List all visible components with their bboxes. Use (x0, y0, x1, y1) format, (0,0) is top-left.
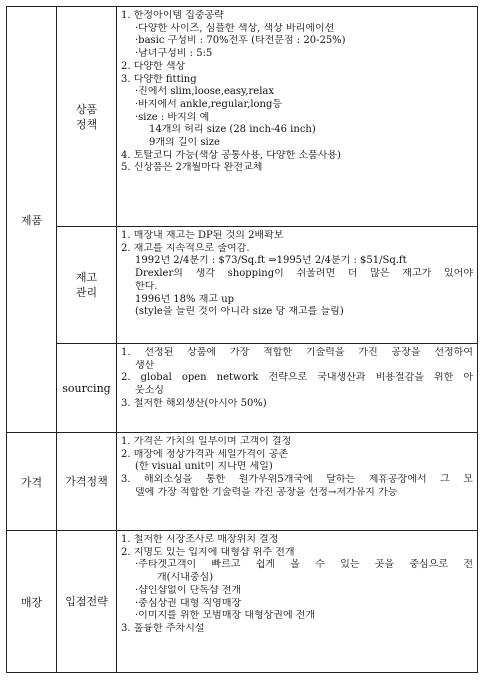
table-row (7, 7, 478, 227)
list-item: 1. 가격은 가치의 일부이며 고객이 결정 (121, 436, 292, 447)
inventory-content (117, 227, 478, 344)
product-policy-content (117, 7, 478, 227)
label-store-strategy: 입점전략 (57, 531, 117, 673)
list-item: 2. global open network 전략으로 국내생산과 비용절감을 위한 아 (121, 372, 473, 384)
category-price: 가격 (7, 433, 57, 531)
list-item: (style을 늘린 것이 아니라 size 당 재고를 늘림) (135, 306, 344, 318)
label-line: 재고 (75, 271, 98, 284)
list-item: ·바지에서 ankle,regular,long등 (135, 98, 283, 110)
list-item: 3. 훌륭한 주차시설 (121, 622, 205, 634)
list-item: 1. 매장내 재고는 DP된 것의 2배확보 (121, 230, 284, 241)
label-line: 상품 (75, 102, 98, 116)
list-item: ·중심상권 대형 직영매장 (135, 597, 242, 609)
list-item: 3. 해외소싱을 통한 원가우위5개국에 달하는 제휴공장에서 그 모 (121, 474, 473, 486)
list-item: 3. 철저한 해외생산(아시아 50%) (121, 397, 267, 409)
price-policy-content (117, 433, 478, 531)
list-item: 1. 철저한 시장조사로 매장위치 결정 (121, 534, 279, 545)
list-item: 개(시내중심) (157, 572, 214, 584)
list-item: 한다. (135, 280, 158, 292)
table-row (7, 344, 478, 433)
list-item: 1. 한정아이템 집중공략 (121, 10, 224, 21)
label-sourcing: sourcing (57, 344, 117, 433)
sourcing-content (117, 344, 478, 433)
list-item: ·다양한 사이즈, 심플한 색상, 색상 바리에이션 (135, 22, 335, 34)
list-item: 4. 토탈코디 가능(색상 공통사용, 다양한 소품사용) (121, 149, 341, 161)
table-row (7, 433, 478, 531)
list-item: 14개의 허리 size (28 inch-46 inch) (149, 124, 316, 136)
list-item: 2. 재고를 지속적으로 줄여감. (121, 242, 250, 254)
store-strategy-content (117, 531, 478, 673)
category-product: 제품 (7, 7, 57, 433)
list-item: 2. 다양한 색상 (121, 60, 186, 72)
label-inventory (57, 227, 117, 344)
table-row (7, 227, 478, 344)
list-item: 델에 가장 적합한 기술력을 가진 공장을 선정→저가유지 가능 (135, 486, 398, 498)
list-item: ·size : 바지의 예 (135, 111, 210, 123)
list-item: 2. 지명도 있는 입지에 대형샵 위주 전개 (121, 546, 295, 558)
list-item: 1992년 2/4분기 : $73/Sq.ft ⇒1995년 2/4분기 : $51/Sq.ft (135, 255, 407, 267)
list-item: 2. 매장에 정상가격과 세일가격이 공존 (121, 448, 289, 460)
list-item: ·샵인샵없이 단독샵 전개 (135, 584, 242, 596)
list-item: ·basic 구성비 : 70%전후 (타전문점 : 20-25%) (135, 35, 346, 47)
list-item: 3. 다양한 fitting (121, 73, 197, 85)
label-price-policy: 가격정책 (57, 433, 117, 531)
list-item: 생산 (135, 359, 155, 371)
list-item: 5. 신상품은 2개월마다 완전교체 (121, 162, 263, 174)
list-item: 1. 선정된 상품에 가장 적합한 기술력을 가진 공장을 선정하여 (121, 347, 473, 358)
list-item: 9개의 길이 size (149, 137, 220, 149)
label-line: 관리 (75, 286, 98, 299)
strategy-table (6, 6, 478, 673)
category-store: 매장 (7, 531, 57, 673)
list-item: ·남녀구성비 : 5:5 (135, 48, 213, 60)
list-item: ·이미지를 위한 모범매장 대형상권에 전개 (135, 610, 316, 622)
list-item: 1996년 18% 재고 up (135, 293, 235, 305)
list-item: 웃소싱 (135, 385, 164, 397)
label-product-policy (57, 7, 117, 227)
label-line: 정책 (75, 117, 98, 131)
list-item: Drexler의 생각 shopping이 쉬울려면 더 많은 재고가 있어야 (135, 268, 473, 280)
table-row (7, 531, 478, 673)
list-item: (한 visual unit이 지나면 세일) (135, 461, 273, 473)
list-item: ·진에서 slim,loose,easy,relax (135, 86, 275, 98)
list-item: ·주타겟고객이 빠르고 쉽게 올 수 있는 곳을 중심으로 전 (135, 559, 473, 571)
